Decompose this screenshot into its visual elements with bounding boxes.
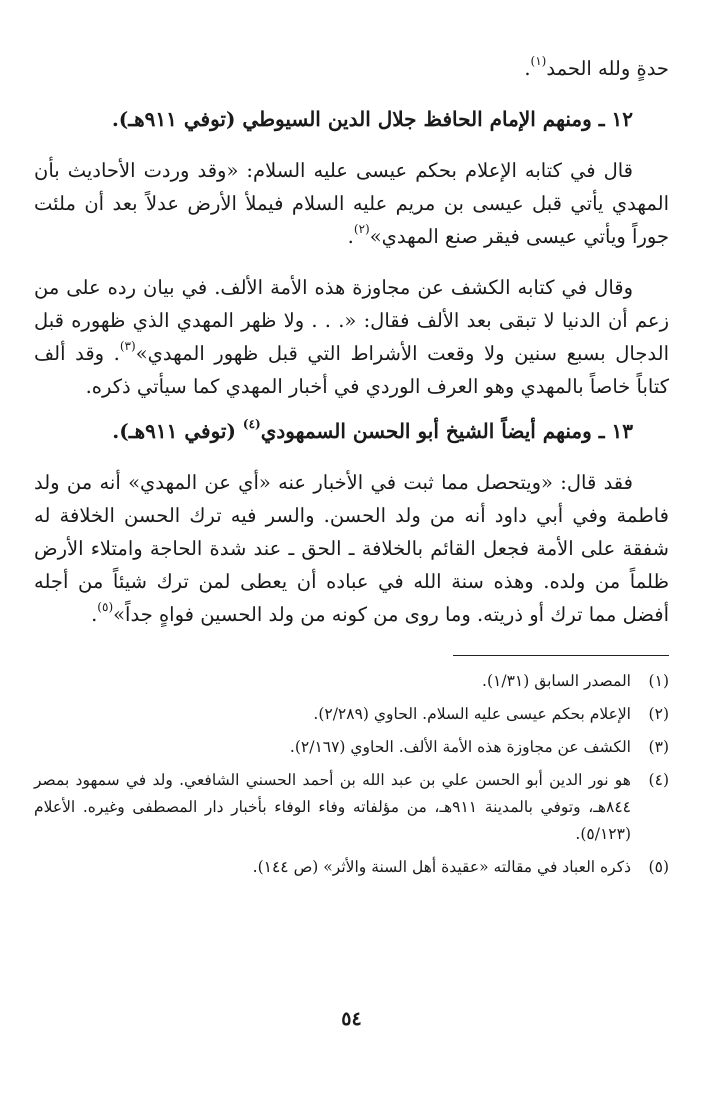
footnotes — [34, 668, 669, 881]
section-12-paragraph-1: قال في كتابه الإعلام بحكم عيسى عليه السلام: «وقد وردت الأحاديث بأن المهدي يأتي قبل عيسى بن مريم عليه السلام فيملأ الأرض عدلاً بعد أن ملئت جوراً ويأتي عيسى فيقر صنع المهدي»$^{(٢)}$. — [34, 159, 669, 248]
footnote-text: المصدر السابق (١/٣١). — [482, 672, 631, 690]
intro-line: حدةٍ ولله الحمد$^{(١)}$. — [524, 54, 669, 80]
footnote-2 — [34, 701, 669, 728]
footnote-ref-2: (٢) — [353, 222, 370, 236]
footnote-text: الكشف عن مجاوزة هذه الأمة الألف. الحاوي (٢/١٦٧). — [289, 738, 631, 756]
footnote-number: (٤) — [648, 771, 669, 789]
section-13-paragraph: فقد قال: «ويتحصل مما ثبت في الأخبار عنه «أي عن المهدي» أنه من ولد فاطمة وفي أبي داود أنه من ولد الحسن. والسر فيه ترك الحسن الخلافة له شفقة على الأمة فجعل القائم بالخلافة ـ الحق ـ عند شدة الحاجة وامتلاء الأرض ظلماً من ولده. وهذه سنة الله في عباده أن يعطى لمن ترك شيئاً من أجله أفضل مما ترك أو ذريته. وما روى من كونه من ولد الحسين فواهٍ جداً»$^{(٥)}$. — [34, 471, 669, 626]
footnote-3 — [34, 734, 669, 761]
section-12-paragraph-2: وقال في كتابه الكشف عن مجاوزة هذه الأمة الألف. في بيان رده على من زعم أن الدنيا لا تبقى بعد الألف فقال: «. . . ولا ظهر المهدي الذي ظهوره قبل الدجال بسبع سنين ولا وقعت الأشراط التي قبل ظهور المهدي»$^{(٣)}$. وقد ألف كتاباً خاصاً بالمهدي وهو العرف الوردي في أخبار المهدي كما سيأتي ذكره. — [34, 276, 669, 398]
footnote-number: (٥) — [648, 858, 669, 876]
footnote-ref-3: (٣) — [119, 339, 136, 353]
section-13-heading: ١٣ ـ ومنهم أيضاً الشيخ أبو الحسن السمهودي$^{(٤)}$ (توفي ٩١١هـ). — [112, 417, 633, 443]
footnote-text: ذكره العباد في مقالته «عقيدة أهل السنة والأثر» (ص ١٤٤). — [252, 858, 631, 876]
section-12-heading: ١٢ ـ ومنهم الإمام الحافظ جلال الدين السيوطي (توفي ٩١١هـ). — [111, 107, 633, 131]
footnote-5 — [34, 854, 669, 881]
footnote-number: (٢) — [648, 705, 669, 723]
page-number: ٥٤ — [341, 1008, 362, 1030]
footnote-separator — [453, 655, 669, 656]
footnote-ref-5: (٥) — [97, 600, 114, 614]
footnote-1 — [34, 668, 669, 695]
footnote-ref-1: (١) — [530, 54, 547, 68]
footnote-text: الإعلام بحكم عيسى عليه السلام. الحاوي (٢/٢٨٩). — [313, 705, 631, 723]
book-page — [34, 52, 669, 881]
footnote-ref-4: (٤) — [242, 417, 261, 431]
footnote-number: (١) — [648, 672, 669, 690]
footnote-4 — [34, 767, 669, 848]
footnote-text: هو نور الدين أبو الحسن علي بن عبد الله بن أحمد الحسني الشافعي. ولد في سمهود بمصر ٨٤٤هـ، وتوفي بالمدينة ٩١١هـ، من مؤلفاته وفاء الوفاء بأخبار دار المصطفى وغيره. الأعلام (٥/١٢٣). — [34, 771, 631, 843]
footnote-number: (٣) — [648, 738, 669, 756]
